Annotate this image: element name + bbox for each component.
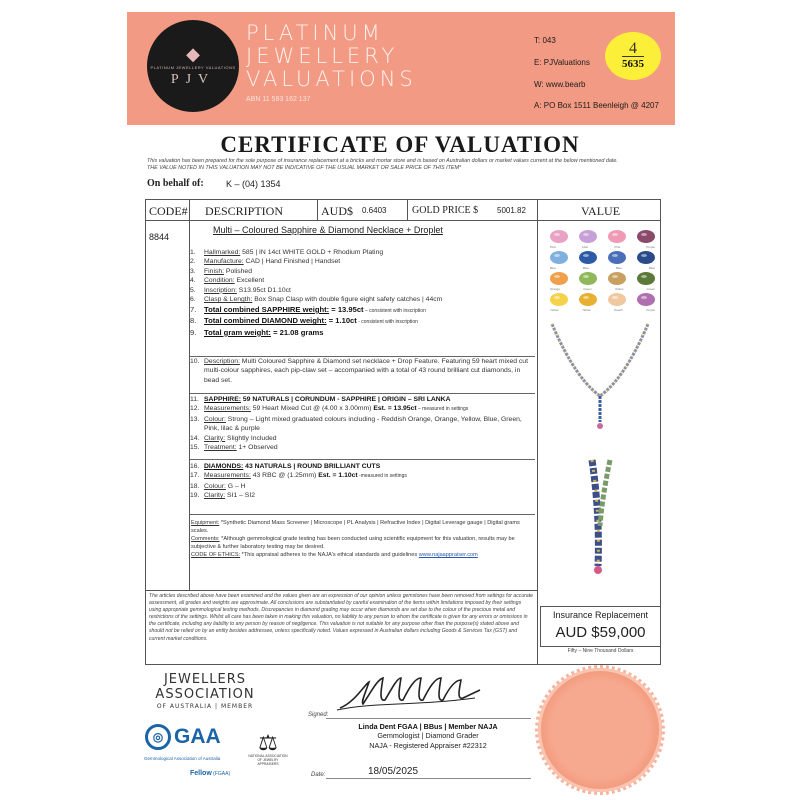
jewellers-association-logo — [150, 672, 260, 710]
gem-swatch — [579, 251, 597, 264]
behalf-label: On behalf of: — [147, 178, 204, 189]
desc-num: 10. — [190, 358, 200, 365]
row-num: 13. — [190, 415, 200, 423]
spec-row — [190, 295, 535, 304]
gem-row — [550, 293, 655, 306]
equipment-label: Equipment: — [191, 520, 220, 526]
gold-price-value: 5001.82 — [497, 206, 526, 215]
ethics-note — [191, 551, 533, 559]
behalf-value: K – (04) 1354 — [226, 179, 281, 189]
gem-swatch — [637, 293, 655, 306]
desc-key: Description: — [204, 358, 240, 365]
signer-details — [323, 722, 533, 750]
sapphire-treatment — [190, 443, 535, 452]
total-row — [190, 316, 535, 327]
row-num: 19. — [190, 492, 200, 500]
row-num: 17. — [190, 472, 200, 480]
total-note: - consistent with inscription — [356, 319, 418, 326]
description-block — [190, 357, 535, 385]
handwritten-signature — [335, 672, 485, 716]
sticker-bottom: 5635 — [622, 58, 644, 70]
spec-num: 6. — [190, 296, 196, 304]
row-value: Slightly Included — [225, 434, 277, 442]
gem-label: Blue — [550, 266, 557, 270]
row-value: SI1 – SI2 — [225, 492, 256, 500]
gem-label: Yellow — [614, 287, 624, 291]
gem-swatch — [637, 272, 655, 285]
gem-swatch — [579, 293, 597, 306]
contact-address: A: PO Box 1511 Beenleigh @ 4207 — [534, 101, 659, 110]
total-key: Total combined DIAMOND weight: — [204, 316, 327, 326]
gem-label-row — [550, 245, 655, 249]
spec-value: Excellent — [234, 277, 265, 285]
gem-row — [550, 230, 655, 243]
insurance-value: AUD $59,000 — [555, 624, 646, 641]
diamond-label: DIAMONDS: — [204, 463, 244, 470]
signer-name: Linda Dent FGAA | BBus | Member NAJA — [358, 722, 498, 731]
gem-label-row — [550, 266, 655, 270]
spec-row — [190, 248, 535, 257]
gem-label: Blue — [582, 266, 589, 270]
gem-swatch — [608, 293, 626, 306]
gem-label: Peach — [614, 308, 623, 312]
comments-label: Comments: — [191, 536, 220, 542]
company-logo — [147, 20, 239, 112]
spec-num: 5. — [190, 286, 196, 294]
row-key: Colour: — [204, 415, 226, 423]
date-line — [326, 778, 531, 779]
row-key: Measurements: — [204, 405, 251, 413]
fellow-label — [190, 770, 230, 777]
weight-totals — [190, 305, 535, 339]
total-note: – consistent with inscription — [363, 308, 426, 314]
comments-note — [191, 535, 533, 551]
gem-swatch — [608, 272, 626, 285]
row-num: 18. — [190, 482, 200, 490]
section-divider — [190, 514, 535, 515]
gem-swatch — [579, 230, 597, 243]
row-num: 14. — [190, 434, 200, 442]
spec-num: 3. — [190, 267, 196, 275]
naja-logo — [248, 732, 288, 766]
scales-icon: ⚖ — [258, 730, 278, 755]
ja-line-3: OF AUSTRALIA | MEMBER — [156, 703, 254, 710]
gem-swatch — [550, 230, 568, 243]
ja-line-2: ASSOCIATION — [155, 687, 255, 702]
sapphire-clarity — [190, 434, 535, 443]
spec-key: Condition: — [204, 277, 235, 285]
diamond-icon: ◆ — [186, 43, 200, 64]
spec-key: Manufacture: — [204, 258, 244, 266]
value-column-divider — [537, 199, 538, 665]
gaa-text: GAA — [174, 725, 221, 748]
table-header-divider — [145, 220, 661, 221]
row-estimate: Est. = 13.95ct — [373, 405, 417, 413]
spec-key: Hallmarked: — [204, 249, 241, 256]
signer-role: Gemmologist | Diamond Grader — [377, 731, 479, 741]
gem-swatch — [608, 251, 626, 264]
fellow-sub: (FGAA) — [211, 771, 231, 777]
spec-row — [190, 286, 535, 295]
spec-num: 2. — [190, 258, 196, 266]
contact-phone: T: 043 — [534, 36, 556, 45]
item-code: 8844 — [149, 232, 170, 242]
diamond-section — [190, 462, 535, 501]
gaa-logo — [145, 724, 221, 750]
gem-label-row — [550, 308, 655, 312]
sapphire-section — [190, 395, 535, 452]
code-header: CODE# — [149, 204, 188, 218]
sapphire-summary: 59 NATURALS | CORUNDUM - SAPPHIRE | ORIGIN – SRI LANKA — [241, 396, 451, 403]
aud-label: AUD$ — [321, 204, 353, 218]
disclaimer-text: The articles described above have been examined and the values given are an expression of our opinion unless gemstones have been removed from settings for accurate assessment, all grades and weights are approximate. All conclusions are substantiated by careful examination of the items within limitations imposed by their settings using appropriate gemmological testing methods. Discrepancies in diamond grading may occur when diamonds are set due to the colour of the precious metal and restrictions of the settings. Whilst all care has been taken in making this valuation, no liability to any person to whom the certificate is given for any errors or omissions in the certificate, including any liability to any person by reason of negligence. This valuation is not suitable for any purpose other than the purpose(s) stated above and should not be relied on by an entity besides addressee, unless specifically noted. Values expressed in Australian dollars including Goods & Services Tax (GST) and current market conditions. — [149, 593, 533, 642]
value-header: VALUE — [580, 204, 621, 218]
gem-row — [550, 272, 655, 285]
ja-line-1: JEWELLERS — [163, 672, 247, 687]
total-key: Total gram weight: — [204, 327, 271, 337]
valuation-date: 18/05/2025 — [368, 766, 419, 777]
row-key: Clarity: — [204, 492, 226, 500]
row-num: 16. — [190, 463, 200, 470]
section-divider — [190, 459, 535, 460]
total-row — [190, 328, 535, 339]
globe-icon: ◎ — [145, 724, 171, 750]
spec-value: 585 | IN 14ct WHITE GOLD + Rhodium Plating — [240, 249, 384, 256]
logo-ring-text: PLATINUM JEWELLERY VALUATIONS — [150, 64, 236, 70]
naja-link[interactable]: www.najaappraiser.com — [418, 552, 478, 558]
gem-swatch — [550, 293, 568, 306]
total-num: 9. — [190, 327, 197, 337]
intro-text — [147, 158, 667, 172]
insurance-label: Insurance Replacement — [552, 610, 649, 620]
naja-text: NATIONAL ASSOCIATION OF JEWELRY APPRAISERS — [248, 754, 288, 766]
spec-row — [190, 276, 535, 285]
gem-swatch — [637, 230, 655, 243]
total-value: = 1.10ct — [326, 316, 357, 326]
necklace-photo — [540, 318, 660, 598]
spec-num: 1. — [190, 249, 196, 256]
gem-swatch — [608, 230, 626, 243]
aud-gold-divider — [407, 199, 408, 220]
brand-line-3: VALUATIONS — [246, 67, 417, 91]
sticker-top: 4 — [629, 40, 637, 57]
row-key: Clarity: — [204, 434, 226, 442]
gem-label-row — [550, 287, 655, 291]
description-header: DESCRIPTION — [205, 204, 284, 218]
comments-text: *Although gemmological grade testing has been conducted using scientific equipment for this valuation, results may be subjective & further laboratory testing may be desired. — [191, 536, 515, 550]
row-value: 1+ Observed — [236, 444, 278, 452]
gem-label: Orange — [550, 287, 561, 291]
equipment-note — [191, 519, 533, 535]
sapphire-label: SAPPHIRE: — [204, 396, 242, 403]
gaa-subtitle: Gemmological Association of Australia — [144, 756, 221, 761]
sapphire-heading — [190, 395, 535, 404]
ethics-label: CODE OF ETHICS: — [191, 552, 241, 558]
row-note: – measured in settings — [416, 406, 469, 413]
total-num: 7. — [190, 305, 197, 314]
signer-registration: NAJA - Registered Appraiser #22312 — [369, 740, 487, 750]
handwritten-reference-sticker — [605, 32, 661, 80]
intro-line-2: THE VALUE NOTED IN THIS VALUATION MAY NOT BE INDICATIVE OF THE USUAL MARKET OR SALE PRICE OF THIS ITEM* — [147, 165, 462, 171]
gem-label: Yellow — [550, 308, 559, 312]
row-value: 43 RBC @ (1.25mm) — [250, 472, 319, 480]
spec-value: Polished — [224, 267, 252, 275]
gem-row — [550, 251, 655, 264]
fellow-text: Fellow — [190, 770, 212, 777]
intro-line-1: This valuation has been prepared for the sole purpose of insurance replacement at a bricks and mortar store and is based on Australian dollars or market values current at the below mentioned date. — [147, 158, 618, 164]
row-note: -measured in settings — [357, 473, 407, 480]
spec-value: Box Snap Clasp with double figure eight safety catches | 44cm — [252, 296, 443, 304]
spec-value: CAD | Hand Finished | Handset — [243, 258, 341, 266]
spec-value: S13.95ct D1.10ct — [236, 286, 291, 294]
equipment-text: *Synthetic Diamond Mass Screener | Microscope | PL Analysis | Refractive Index | Digital Leverage gauge | Digital grams scales. — [191, 520, 520, 534]
row-num: 12. — [190, 405, 200, 413]
sapphire-measurements — [190, 404, 535, 414]
desc-aud-divider — [317, 199, 318, 220]
contact-email[interactable]: E: PJValuations — [534, 58, 590, 67]
diamond-measurements — [190, 471, 535, 481]
item-specs — [190, 248, 535, 304]
brand-line-2: JEWELLERY — [246, 44, 399, 68]
gold-price-label: GOLD PRICE $ — [412, 205, 479, 216]
brand-line-1: PLATINUM — [246, 21, 384, 45]
diamond-summary: 43 NATURALS | ROUND BRILLIANT CUTS — [243, 463, 381, 470]
total-value: = 13.95ct — [329, 305, 364, 314]
insurance-value-words: Fifty – Nine Thousand Dollars — [567, 648, 634, 654]
diamond-colour — [190, 482, 535, 491]
spec-row — [190, 267, 535, 276]
document-title: CERTIFICATE OF VALUATION — [220, 132, 580, 157]
diamond-heading — [190, 462, 535, 471]
row-key: Measurements: — [204, 472, 251, 480]
spec-key: Finish: — [204, 267, 225, 275]
sapphire-colour — [190, 415, 535, 434]
gem-label: Pink — [550, 245, 556, 249]
row-value: 59 Heart Mixed Cut @ (4.00 x 3.00mm) — [250, 405, 374, 413]
signature-line — [326, 718, 531, 719]
gem-label: Lilac — [582, 245, 589, 249]
gem-label: Purple — [646, 308, 655, 312]
row-value: G – H — [225, 482, 246, 490]
contact-web[interactable]: W: www.bearb — [534, 80, 586, 89]
row-estimate: Est. = 1.10ct — [318, 472, 358, 480]
company-seal — [538, 668, 662, 792]
gem-label: Green — [583, 287, 592, 291]
total-num: 8. — [190, 316, 197, 326]
aud-value: 0.6403 — [362, 206, 387, 215]
disclaimer-divider — [145, 590, 537, 591]
gem-label: Purple — [646, 245, 655, 249]
spec-row — [190, 257, 535, 266]
total-value: = 21.08 grams — [270, 327, 324, 337]
gem-label: Blue — [615, 266, 622, 270]
gem-label: Yellow — [582, 308, 591, 312]
gem-swatch — [550, 272, 568, 285]
gem-label: Blue — [648, 266, 655, 270]
section-divider — [190, 393, 535, 394]
company-name — [246, 22, 417, 91]
row-value: Strong – Light mixed graduated colours including - Reddish Orange, Orange, Yellow, Blue, Green, Pink, lilac & purple — [204, 415, 522, 433]
desc-value: Multi Coloured Sapphire & Diamond set necklace + Drop Feature. Featuring 59 heart mixed cut multi-colour sapphires, each pip-claw set – accompanied with a total of 43 round brilliant cut diamonds, in bead set. — [204, 358, 528, 384]
total-row — [190, 305, 535, 316]
description-row — [190, 357, 535, 385]
gem-colour-reference-image — [550, 230, 655, 314]
row-num: 15. — [190, 444, 200, 452]
abn-number: ABN 11 583 162 137 — [246, 96, 311, 103]
diamond-clarity — [190, 491, 535, 500]
spec-key: Clasp & Length: — [204, 296, 253, 304]
gem-swatch — [550, 251, 568, 264]
gem-label: Green — [646, 287, 655, 291]
spec-num: 4. — [190, 277, 196, 285]
total-key: Total combined SAPPHIRE weight: — [204, 305, 330, 314]
row-key: Colour: — [204, 482, 226, 490]
row-num: 11. — [190, 396, 199, 403]
signed-label: Signed: — [308, 712, 329, 718]
row-key: Treatment: — [204, 444, 237, 452]
gem-swatch — [637, 251, 655, 264]
ethics-text: *This appraisal adheres to the NAJA's ethical standards and guidelines — [240, 552, 419, 558]
spec-key: Inscription: — [204, 286, 237, 294]
logo-text: PJV — [170, 71, 216, 87]
item-title: Multi – Coloured Sapphire & Diamond Necklace + Droplet — [213, 225, 443, 235]
notes-block — [191, 519, 533, 559]
gem-label: Pink — [614, 245, 621, 249]
date-label: Date: — [311, 772, 326, 778]
gem-swatch — [579, 272, 597, 285]
